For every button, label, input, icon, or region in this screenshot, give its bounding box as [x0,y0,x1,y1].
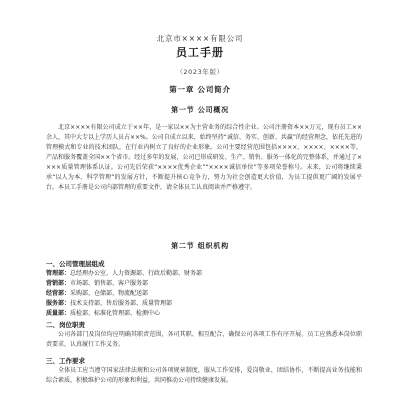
item-text: 总经理办公室、人力资源部、行政后勤部、财务部 [70,270,203,277]
item-label: 管理部： [46,270,71,277]
item-text: 采购部、仓储部、物流配送部 [70,290,149,297]
department-list [46,269,362,319]
requirements-paragraph: 全体员工应当遵守国家法律法规和公司各项规章制度，服从工作安排，爱岗敬业，团结协作，不断提高业务技能和综合素质，积极维护公司的形象和利益，共同推动公司持续健康发展。 [46,367,362,384]
item-label: 营销部： [46,280,71,287]
chapter-heading: 第一章 公司简介 [169,85,231,94]
item-text: 市场部、销售部、客户服务部 [70,280,149,287]
subheading-requirements: 三、工作要求 [46,357,85,365]
edition-note: （2023年版） [176,68,224,76]
item-label: 经营部： [46,290,71,297]
section-heading-organization: 第二节 组织机构 [171,242,229,250]
subheading-management: 一、公司管理层组成 [46,260,105,268]
company-name: 北京市××××有限公司 [156,34,244,43]
section-heading-overview: 第一节 公司概况 [171,106,229,114]
subheading-duties: 二、岗位职责 [46,321,85,329]
item-text: 质检部、标准化管理部、检测中心 [70,310,161,317]
duties-paragraph: 公司各部门及岗位均应明确其职责范围，各司其职、相互配合，确保公司各项工作有序开展。员工应熟悉本岗位职责要求，认真履行工作义务。 [46,331,362,348]
document-title: 员工手册 [176,46,224,59]
list-item [46,289,362,299]
item-label: 服务部： [46,300,71,307]
item-label: 质量部： [46,310,71,317]
list-item [46,299,362,309]
item-text: 技术支持部、售后服务部、质量管理部 [70,300,173,307]
list-item [46,269,362,279]
list-item [46,279,362,289]
overview-paragraph: 北京××××有限公司成立于××年，是一家以××为主营业务的综合性企业。公司注册资本××万元，现有员工××余人，其中大专以上学历人员占××%。公司自成立以来，始终坚持“诚信、务实、创新、共赢”的经营理念，依托先进的管理模式和专业的技术团队，在行业内树立了良好的企业形象。公司主要经营范围包括××××、××××、××××等，产品和服务覆盖全国××个省市。经过多年的发展，公司已形成研发、生产、销售、服务一体化的完整体系，并通过了××××质量管理体系认证。公司先后荣获“××××优秀企业”“××××诚信单位”等多项荣誉称号。未来，公司将继续秉承“以人为本、科学管理”的发展方针，不断提升核心竞争力，努力为社会创造更大价值，为员工提供更广阔的发展平台。本员工手册是公司内部管理的重要文件，请全体员工认真阅读并严格遵守。 [46,124,362,191]
list-item [46,309,362,319]
